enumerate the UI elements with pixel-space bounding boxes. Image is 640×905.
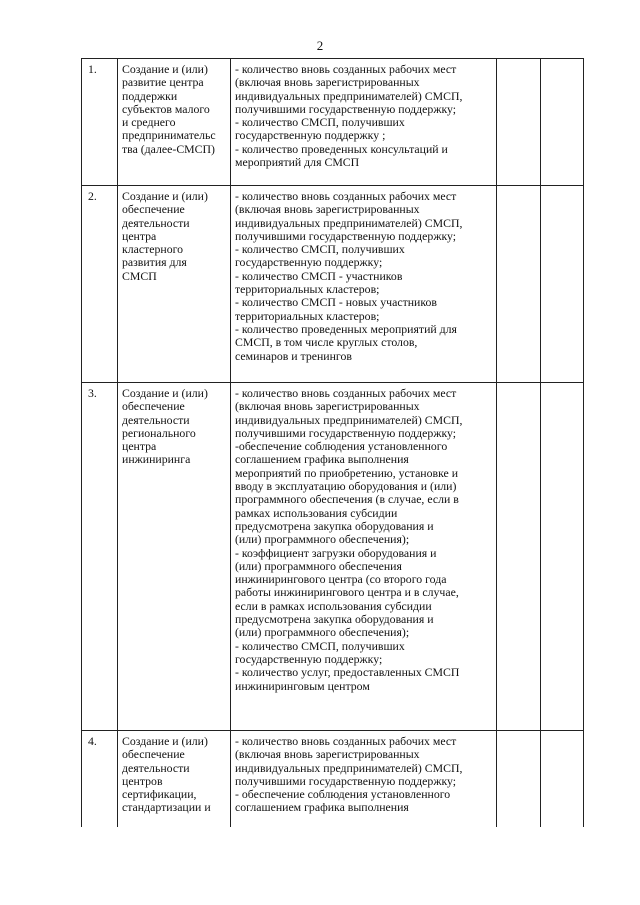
row-number: 2.	[82, 186, 118, 383]
measure-name: Создание и (или) обеспечение деятельности центра кластерного развития для СМСП	[118, 186, 231, 383]
empty-cell	[497, 186, 541, 383]
table-row	[82, 731, 584, 828]
measure-indicators: - количество вновь созданных рабочих мест (включая вновь зарегистрированных индивидуальных предпринимателей) СМСП, получившими государственную поддержку; - количество СМСП, получивших государственную поддержку; - количество СМСП - участников территориальных кластеров; - количество СМСП - новых участников территориальных кластеров; - количество проведенных мероприятий для СМСП, в том числе круглых столов, семинаров и тренингов	[231, 186, 497, 383]
empty-cell	[541, 59, 584, 186]
measure-indicators: - количество вновь созданных рабочих мест (включая вновь зарегистрированных индивидуальных предпринимателей) СМСП, получившими государственную поддержку; - количество СМСП, получивших государственную поддержку ; - количество проведенных консультаций и мероприятий для СМСП	[231, 59, 497, 186]
empty-cell	[497, 383, 541, 731]
table-row	[82, 383, 584, 731]
empty-cell	[541, 186, 584, 383]
measure-indicators: - количество вновь созданных рабочих мест (включая вновь зарегистрированных индивидуальных предпринимателей) СМСП, получившими государственную поддержку; - обеспечение соблюдения установленного соглашением графика выполнения	[231, 731, 497, 828]
row-number: 4.	[82, 731, 118, 828]
page-number: 2	[316, 38, 324, 53]
row-number: 3.	[82, 383, 118, 731]
measure-indicators: - количество вновь созданных рабочих мест (включая вновь зарегистрированных индивидуальных предпринимателей) СМСП, получившими государственную поддержку; -обеспечение соблюдения установленного соглашением графика выполнения мероприятий по приобретению, установке и вводу в эксплуатацию оборудования и (или) программного обеспечения (в случае, если в рамках использования субсидии предусмотрена закупка оборудования и (или) программного обеспечения); - коэффициент загрузки оборудования и (или) программного обеспечения инжинирингового центра (со второго года работы инжинирингового центра и в случае, если в рамках использования субсидии предусмотрена закупка оборудования и (или) программного обеспечения); - количество СМСП, получивших государственную поддержку; - количество услуг, предоставленных СМСП инжиниринговым центром	[231, 383, 497, 731]
empty-cell	[497, 731, 541, 828]
table-row	[82, 186, 584, 383]
measure-name: Создание и (или) развитие центра поддержки субъектов малого и среднего предпринимательс тва (далее-СМСП)	[118, 59, 231, 186]
empty-cell	[541, 383, 584, 731]
empty-cell	[497, 59, 541, 186]
measure-name: Создание и (или) обеспечение деятельности регионального центра инжиниринга	[118, 383, 231, 731]
table-row	[82, 59, 584, 186]
measure-name: Создание и (или) обеспечение деятельности центров сертификации, стандартизации и	[118, 731, 231, 828]
measures-table	[81, 58, 584, 827]
empty-cell	[541, 731, 584, 828]
row-number: 1.	[82, 59, 118, 186]
